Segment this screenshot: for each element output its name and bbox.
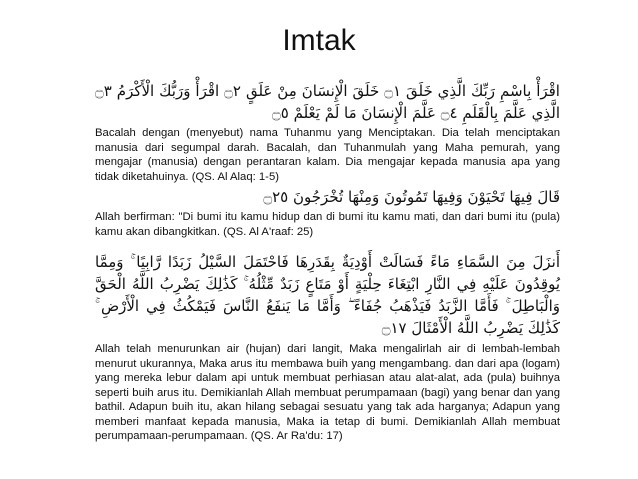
- quran-verse-arabic-araf: قَالَ فِيهَا تَحْيَوْنَ وَفِيهَا تَمُوتُونَ وَمِنْهَا تُخْرَجُونَ ۝٢٥: [263, 188, 560, 206]
- verse-translation-rad: Allah telah menurunkan air (hujan) dari langit, Maka mengalirlah air di lembah-lembah menurut ukurannya, Maka arus itu membawa buih yang mengambang. dan dari apa (logam) yang mereka lebur dalam api untuk membuat perhiasan atau alat-alat, ada (pula) buihnya seperti buih arus itu. Demikianlah Allah membuat perumpamaan (bagi) yang benar dan yang bathil. Adapun buih itu, akan hilang sebagai sesuatu yang tak ada harganya; Adapun yang memberi manfaat kepada manusia, Maka ia tetap di bumi. Demikianlah Allah membuat perumpamaan-perumpamaan. (QS. Ar Ra'du: 17): [95, 343, 560, 442]
- quran-verse-arabic-alaq: اقْرَأْ بِاسْمِ رَبِّكَ الَّذِي خَلَقَ ۝١ خَلَقَ الْإِنسَانَ مِنْ عَلَقٍ ۝٢ اقْرَأْ وَرَبُّكَ الْأَكْرَمُ ۝٣ الَّذِي عَلَّمَ بِالْقَلَمِ ۝٤ عَلَّمَ الْإِنسَانَ مَا لَمْ يَعْلَمْ ۝٥: [95, 82, 560, 122]
- verse-translation-araf: Allah berfirman: "Di bumi itu kamu hidup dan di bumi itu kamu mati, dan dari bumi itu (pula) kamu akan dibangkitkan. (QS. Al A'raaf: 25): [95, 211, 560, 238]
- verse-translation-alaq: Bacalah dengan (menyebut) nama Tuhanmu yang Menciptakan. Dia telah menciptakan manusia dari segumpal darah. Bacalah, dan Tuhanmulah yang Maha pemurah, yang mengajar (manusia) dengan perantaran kalam. Dia mengajar kepada manusia apa yang tidak diketahuinya. (QS. Al Alaq: 1-5): [95, 127, 560, 183]
- slide-title: Imtak: [282, 24, 356, 57]
- quran-verse-arabic-rad: أَنزَلَ مِنَ السَّمَاءِ مَاءً فَسَالَتْ أَوْدِيَةٌ بِقَدَرِهَا فَاحْتَمَلَ السَّيْلُ زَبَدًا رَّابِيًا ۚ وَمِمَّا يُوقِدُونَ عَلَيْهِ فِي النَّارِ ابْتِغَاءَ حِلْيَةٍ أَوْ مَتَاعٍ زَبَدٌ مِّثْلُهُ ۚ كَذَٰلِكَ يَضْرِبُ اللَّهُ الْحَقَّ وَالْبَاطِلَ ۚ فَأَمَّا الزَّبَدُ فَيَذْهَبُ جُفَاءً ۖ وَأَمَّا مَا يَنفَعُ النَّاسَ فَيَمْكُثُ فِي الْأَرْضِ ۚ كَذَٰلِكَ يَضْرِبُ اللَّهُ الْأَمْثَالَ ۝١٧: [95, 253, 560, 337]
- slide-content: [95, 80, 560, 444]
